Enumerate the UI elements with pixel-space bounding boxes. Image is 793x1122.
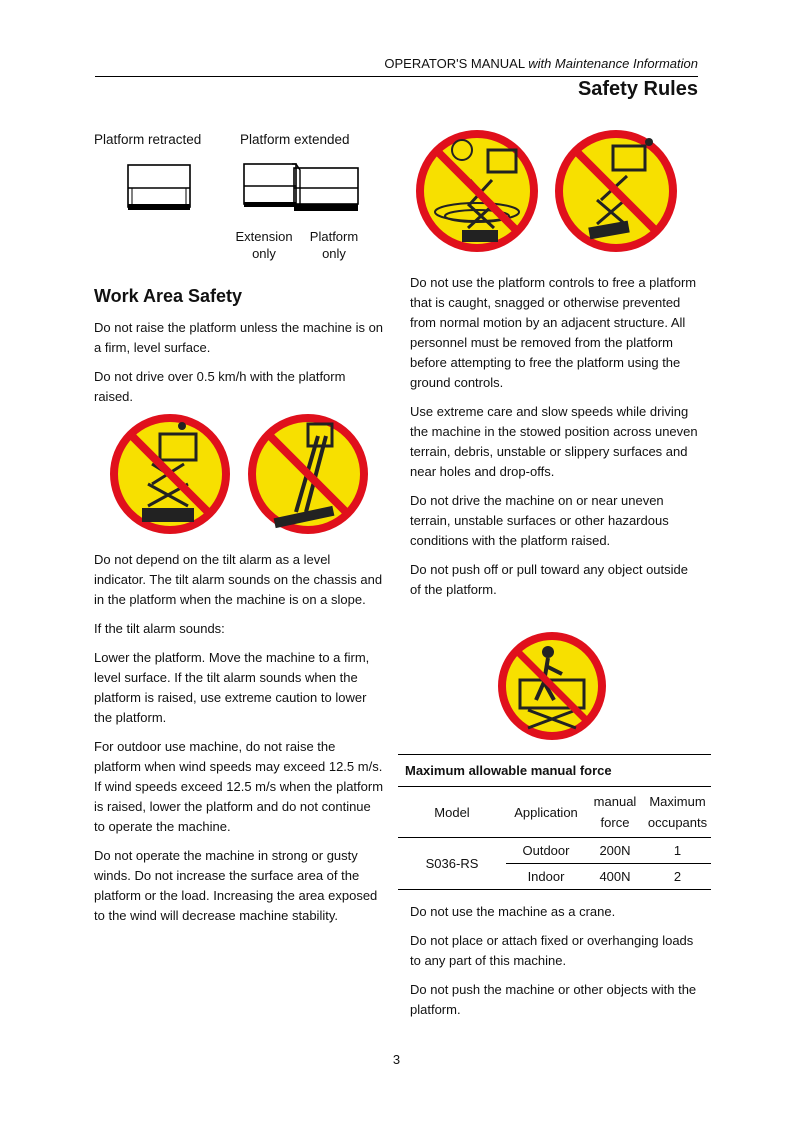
paragraph: Do not use the platform controls to free a platform that is caught, snagged or otherwise prevented from normal motion by an adjacent structure. All personnel must be removed from the platform before attempting to free the platform using the ground controls. [410, 275, 697, 390]
no-raise-on-slope-sign [246, 412, 370, 536]
right-column [410, 273, 700, 609]
no-drive-uneven-terrain-sign [553, 128, 679, 254]
platform-retracted-diagram [120, 160, 192, 218]
col-header-occupants: Maximum occupants [647, 794, 708, 830]
col-header-application: Application [514, 804, 578, 820]
paragraph: Use extreme care and slow speeds while driving the machine in the stowed position across uneven terrain, debris, unstable or slippery surfaces and near holes and drop-offs. [410, 404, 698, 479]
platform-only-label: Platform only [309, 229, 359, 261]
occupants-cell: 1 [673, 843, 682, 858]
left-column-lower [94, 550, 384, 935]
paragraph: Do not push the machine or other objects with the platform. [410, 982, 697, 1017]
force-cell: 400N [599, 869, 631, 884]
right-column-lower [410, 902, 700, 1029]
paragraph: Do not depend on the tilt alarm as a level indicator. The tilt alarm sounds on the chassis and in the platform when the machine is on a slope. [94, 552, 383, 607]
paragraph: Do not drive over 0.5 km/h with the platform raised. [94, 369, 346, 404]
occupants-cell: 2 [673, 869, 682, 884]
page-number: 3 [392, 1052, 401, 1067]
table-title: Maximum allowable manual force [405, 763, 612, 778]
model-cell: S036-RS [398, 838, 506, 890]
paragraph: Do not push off or pull toward any object outside of the platform. [410, 562, 688, 597]
manual-force-table [398, 754, 711, 890]
platform-extended-diagram [238, 158, 366, 220]
paragraph: For outdoor use machine, do not raise the platform when wind speeds may exceed 12.5 m/s. If wind speeds exceed 12.5 m/s when the platform is raised, lower the platform and do not continue to operate the machine. [94, 739, 384, 834]
application-cell: Indoor [527, 869, 565, 884]
no-push-off-sign [496, 630, 608, 742]
col-header-force: manual force [593, 794, 637, 830]
paragraph: Do not place or attach fixed or overhanging loads to any part of this machine. [410, 933, 694, 968]
paragraph: Do not operate the machine in strong or gusty winds. Do not increase the surface area of the platform or the load. Increasing the area exposed to the wind will decrease machine stability. [94, 848, 378, 923]
paragraph: Do not use the machine as a crane. [410, 904, 616, 919]
table-row [398, 838, 711, 864]
no-drive-raised-sign [108, 412, 232, 536]
col-header-model: Model [434, 804, 470, 820]
platform-extended-label: Platform extended [240, 132, 350, 147]
paragraph: Lower the platform. Move the machine to a firm, level surface. If the tilt alarm sounds when the platform is raised, use extreme caution to lower the platform. [94, 650, 370, 725]
platform-retracted-label: Platform retracted [94, 132, 202, 147]
paragraph: If the tilt alarm sounds: [94, 621, 225, 636]
manual-title-italic: with Maintenance Information [528, 56, 698, 71]
left-column [94, 286, 384, 416]
work-area-safety-heading: Work Area Safety [94, 286, 243, 306]
manual-title: OPERATOR'S MANUAL [384, 56, 529, 71]
extension-only-label: Extension only [235, 229, 293, 261]
force-cell: 200N [599, 843, 631, 858]
no-free-snagged-platform-sign [414, 128, 540, 254]
paragraph: Do not drive the machine on or near uneven terrain, unstable surfaces or other hazardous conditions with the platform raised. [410, 493, 669, 548]
paragraph: Do not raise the platform unless the machine is on a firm, level surface. [94, 320, 384, 355]
section-title: Safety Rules [577, 78, 698, 100]
application-cell: Outdoor [522, 843, 570, 858]
running-header [95, 56, 698, 77]
